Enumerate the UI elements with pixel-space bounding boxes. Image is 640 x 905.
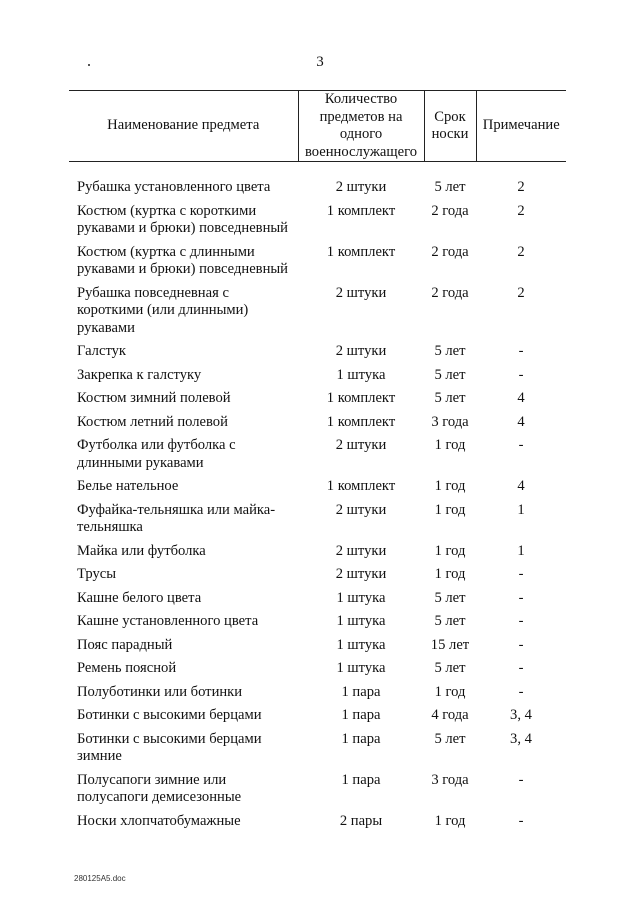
- cell-note: 4: [517, 413, 525, 430]
- table-header-row: [69, 91, 566, 162]
- cell-name: Ботинки с высокими берцами зимние: [77, 730, 262, 764]
- cell-name: Фуфайка-тельняшка или майка-тельняшка: [77, 501, 276, 535]
- column-header-note: Примечание: [476, 91, 566, 162]
- cell-name: Пояс парадный: [77, 636, 173, 653]
- cell-term: 4 года: [431, 707, 469, 723]
- table-row: [69, 731, 566, 772]
- cell-term: 3 года: [431, 771, 469, 788]
- column-header-name: Наименование предмета: [69, 91, 298, 162]
- column-header-term: Срок носки: [424, 91, 476, 162]
- cell-name: Футболка или футболка с длинными рукавами: [77, 437, 236, 471]
- table-row: [69, 367, 566, 391]
- cell-quantity: 1 штука: [336, 636, 386, 653]
- cell-name: Носки хлопчатобумажные: [77, 812, 241, 829]
- table-row: [69, 502, 566, 543]
- cell-note: 3, 4: [510, 730, 532, 747]
- cell-note: -: [518, 636, 524, 653]
- table-row: [69, 244, 566, 285]
- table-row: [69, 707, 566, 731]
- cell-term: 5 лет: [434, 613, 466, 629]
- cell-note: 4: [517, 478, 525, 494]
- cell-term: 2 года: [431, 284, 469, 301]
- table-row: [69, 285, 566, 344]
- cell-quantity: 2 штуки: [335, 566, 387, 582]
- cell-quantity: 2 штуки: [335, 542, 387, 559]
- cell-term: 5 лет: [434, 343, 466, 359]
- cell-name: Кашне белого цвета: [77, 589, 202, 606]
- cell-quantity: 1 комплект: [326, 390, 396, 406]
- table-row: [69, 390, 566, 414]
- cell-note: 1: [517, 501, 525, 518]
- cell-term: 1 год: [434, 437, 466, 453]
- cell-term: 5 лет: [434, 589, 466, 606]
- cell-name: Трусы: [77, 566, 117, 582]
- cell-note: -: [518, 683, 524, 700]
- cell-term: 2 года: [431, 202, 469, 219]
- table-row: [69, 590, 566, 614]
- cell-term: 1 год: [434, 566, 466, 582]
- cell-note: 2: [517, 202, 525, 219]
- cell-name: Майка или футболка: [77, 542, 206, 559]
- cell-note: -: [518, 660, 524, 676]
- cell-name: Костюм (куртка с длинными рукавами и брюки) повседневный: [77, 243, 288, 277]
- page-number: 3: [316, 54, 324, 70]
- cell-quantity: 1 пара: [341, 771, 381, 788]
- cell-term: 5 лет: [434, 179, 466, 195]
- cell-quantity: 2 штуки: [335, 179, 387, 195]
- header-gap: [69, 162, 566, 180]
- cell-term: 5 лет: [434, 366, 466, 383]
- table-row: [69, 684, 566, 708]
- cell-term: 1 год: [434, 542, 466, 559]
- scan-speck: [88, 64, 90, 66]
- table-row: [69, 813, 566, 837]
- table-row: [69, 772, 566, 813]
- cell-name: Рубашка установленного цвета: [77, 179, 271, 195]
- table-row: [69, 203, 566, 244]
- cell-name: Костюм летний полевой: [77, 413, 228, 430]
- cell-name: Кашне установленного цвета: [77, 613, 259, 629]
- cell-note: 2: [517, 179, 525, 195]
- table-row: [69, 437, 566, 478]
- cell-quantity: 2 штуки: [335, 284, 387, 301]
- table-row: [69, 179, 566, 203]
- cell-quantity: 1 штука: [336, 613, 386, 629]
- cell-note: 1: [517, 542, 525, 559]
- table-row: [69, 613, 566, 637]
- cell-name: Закрепка к галстуку: [77, 366, 202, 383]
- cell-term: 1 год: [434, 683, 466, 700]
- cell-note: -: [518, 437, 524, 453]
- cell-note: 2: [517, 243, 525, 260]
- cell-name: Полусапоги зимние или полусапоги демисезонные: [77, 771, 242, 805]
- cell-name: Костюм (куртка с короткими рукавами и брюки) повседневный: [77, 202, 288, 236]
- footer-filename: 280125A5.doc: [74, 874, 126, 883]
- cell-note: -: [518, 812, 524, 829]
- column-header-quantity: Количество предметов на одного военнослужащего: [298, 91, 424, 162]
- cell-note: -: [518, 613, 524, 629]
- table-row: [69, 543, 566, 567]
- cell-quantity: 2 штуки: [335, 343, 387, 359]
- table-body: [69, 162, 566, 837]
- cell-term: 15 лет: [430, 636, 470, 653]
- cell-term: 1 год: [434, 478, 466, 494]
- table-row: [69, 343, 566, 367]
- cell-quantity: 1 штука: [336, 366, 386, 383]
- cell-quantity: 2 пары: [339, 812, 383, 829]
- cell-quantity: 2 штуки: [335, 437, 387, 453]
- cell-note: -: [518, 566, 524, 582]
- table-row: [69, 637, 566, 661]
- cell-quantity: 1 штука: [336, 589, 386, 606]
- cell-note: 4: [517, 390, 525, 406]
- cell-note: 2: [517, 284, 525, 301]
- cell-term: 3 года: [431, 413, 469, 430]
- cell-quantity: 1 пара: [341, 730, 381, 747]
- cell-term: 2 года: [431, 243, 469, 260]
- cell-note: -: [518, 343, 524, 359]
- table-row: [69, 566, 566, 590]
- cell-note: -: [518, 771, 524, 788]
- cell-term: 1 год: [434, 812, 466, 829]
- cell-name: Полуботинки или ботинки: [77, 683, 243, 700]
- cell-quantity: 1 пара: [341, 707, 381, 723]
- cell-quantity: 1 комплект: [326, 202, 396, 219]
- cell-quantity: 1 комплект: [326, 478, 396, 494]
- cell-quantity: 1 пара: [341, 683, 381, 700]
- cell-name: Костюм зимний полевой: [77, 390, 231, 406]
- cell-term: 5 лет: [434, 730, 466, 747]
- table-row: [69, 414, 566, 438]
- cell-term: 5 лет: [434, 390, 466, 406]
- cell-name: Ремень поясной: [77, 660, 177, 676]
- cell-name: Белье нательное: [77, 478, 179, 494]
- cell-name: Ботинки с высокими берцами: [77, 707, 262, 723]
- cell-note: -: [518, 589, 524, 606]
- cell-name: Рубашка повседневная с короткими (или длинными) рукавами: [77, 284, 249, 336]
- cell-quantity: 1 штука: [336, 660, 386, 676]
- cell-term: 5 лет: [434, 660, 466, 676]
- cell-name: Галстук: [77, 343, 127, 359]
- cell-quantity: 1 комплект: [326, 243, 396, 260]
- table-row: [69, 660, 566, 684]
- cell-note: 3, 4: [510, 707, 532, 723]
- cell-quantity: 1 комплект: [326, 413, 396, 430]
- cell-note: -: [518, 366, 524, 383]
- table-row: [69, 478, 566, 502]
- cell-quantity: 2 штуки: [335, 501, 387, 518]
- items-table: [69, 90, 566, 836]
- cell-term: 1 год: [434, 501, 466, 518]
